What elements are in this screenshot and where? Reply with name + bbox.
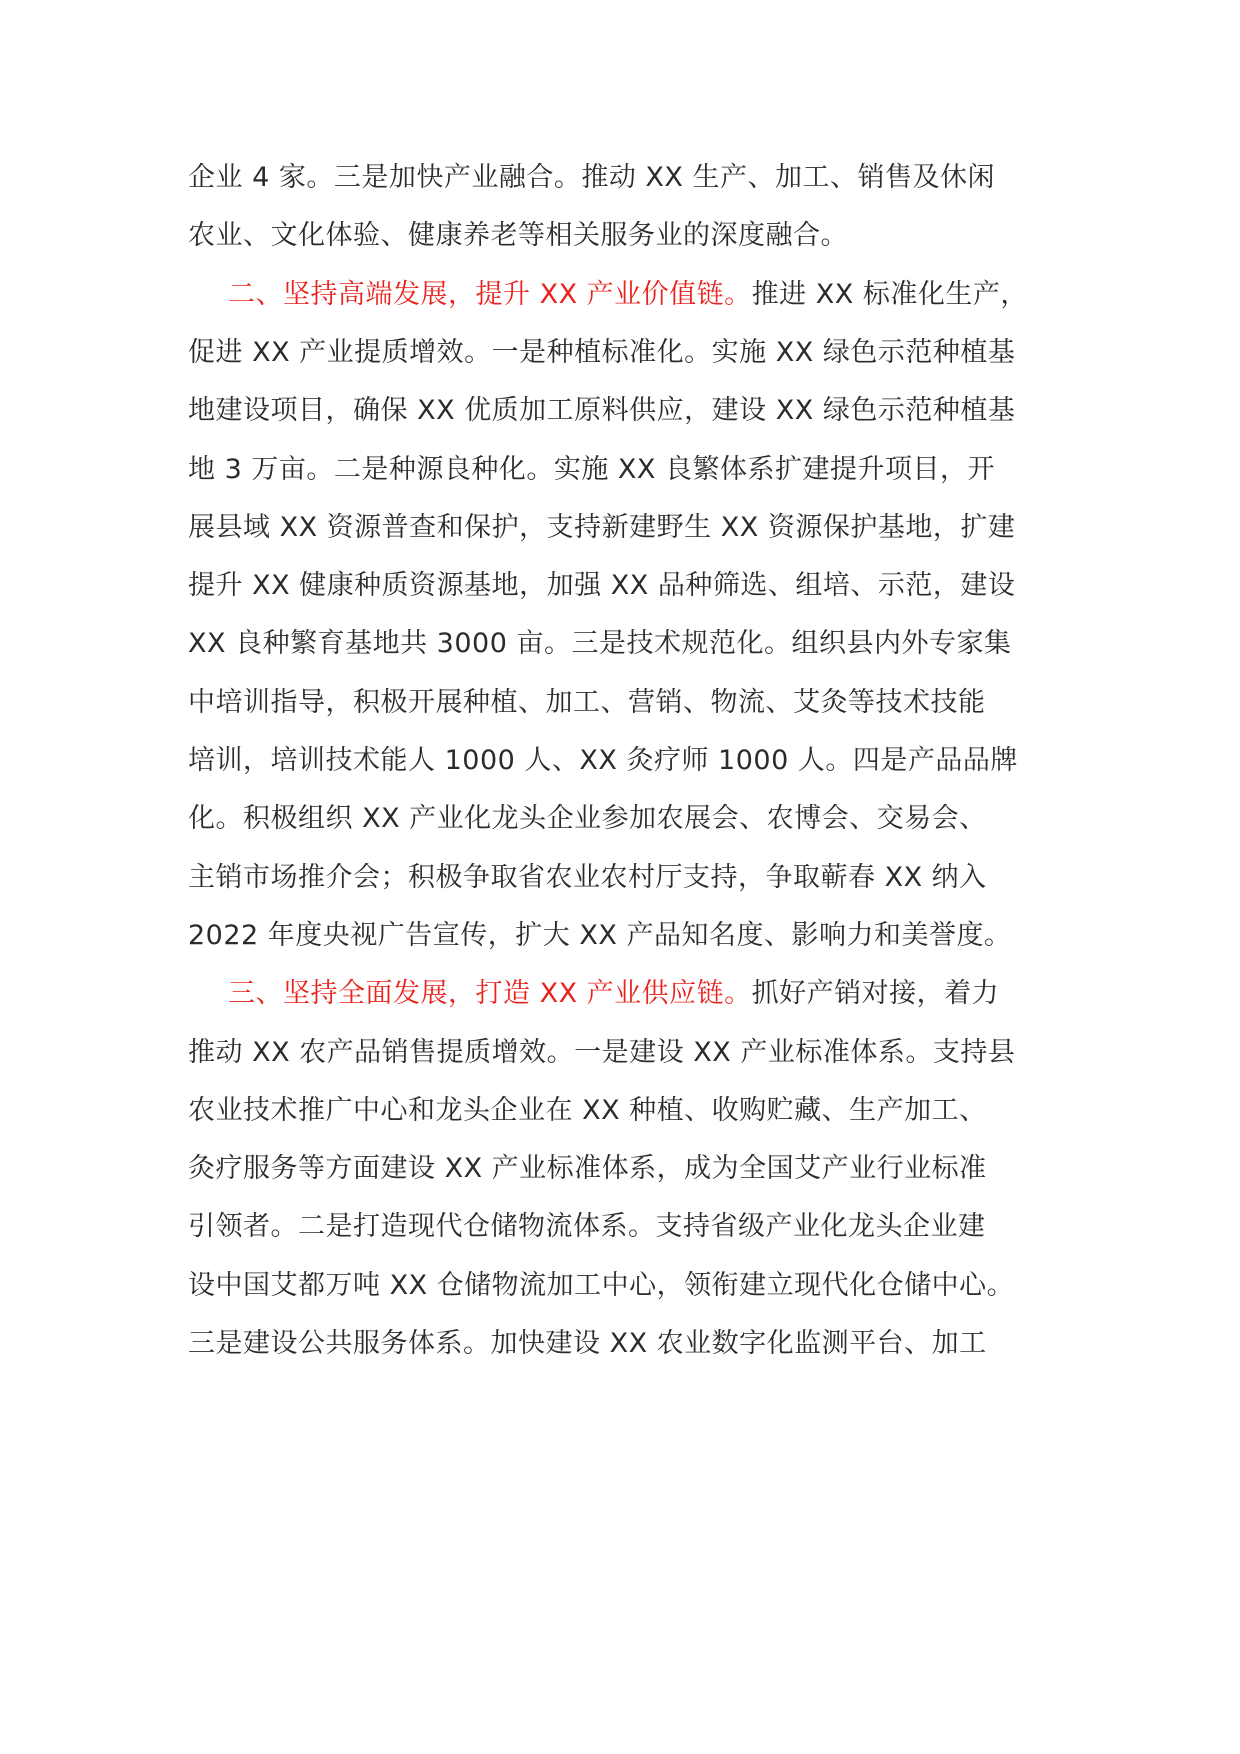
line-text: 农业技术推广中心和龙头企业在 XX 种植、收购贮藏、生产加工、: [188, 1095, 987, 1126]
text-line: [188, 799, 987, 839]
text-line: [188, 566, 1015, 606]
line-text: 地建设项目，确保 XX 优质加工原料供应，建设 XX 绿色示范种植基: [188, 395, 1016, 426]
text-line: [188, 1033, 1015, 1073]
line-text: 设中国艾都万吨 XX 仓储物流加工中心，领衔建立现代化仓储中心。: [188, 1270, 1015, 1301]
text-line: [188, 450, 995, 490]
line-text: 化。积极组织 XX 产业化龙头企业参加农展会、农博会、交易会、: [188, 803, 987, 834]
text-line: [228, 974, 999, 1014]
text-line: [188, 1324, 987, 1364]
line-text: 灸疗服务等方面建设 XX 产业标准体系，成为全国艾产业行业标准: [188, 1153, 987, 1184]
text-line: [188, 1266, 1014, 1306]
line-text: 主销市场推介会；积极争取省农业农村厅支持，争取蕲春 XX 纳入: [188, 862, 987, 893]
line-text: 展县域 XX 资源普查和保护，支持新建野生 XX 资源保护基地，扩建: [188, 512, 1016, 543]
text-line: [188, 858, 987, 898]
line-text: 中培训指导，积极开展种植、加工、营销、物流、艾灸等技术技能: [188, 687, 986, 718]
line-text: 三是建设公共服务体系。加快建设 XX 农业数字化监测平台、加工: [188, 1328, 987, 1359]
line-text: 提升 XX 健康种质资源基地，加强 XX 品种筛选、组培、示范，建设: [188, 570, 1016, 601]
line-text: XX 良种繁育基地共 3000 亩。三是技术规范化。组织县内外专家集: [188, 628, 1012, 659]
text-line: [188, 916, 1011, 956]
line-text: 企业 4 家。三是加快产业融合。推动 XX 生产、加工、销售及休闲: [188, 162, 996, 193]
text-line: [188, 508, 1015, 548]
line-text: 引领者。二是打造现代仓储物流体系。支持省级产业化龙头企业建: [188, 1211, 986, 1242]
line-text: 农业、文化体验、健康养老等相关服务业的深度融合。: [188, 220, 848, 251]
text-line: [188, 683, 986, 723]
line-text: 2022 年度央视广告宣传，扩大 XX 产品知名度、影响力和美誉度。: [188, 920, 1012, 951]
line-text: 推进 XX 标准化生产，: [751, 279, 1028, 310]
line-text: 地 3 万亩。二是种源良种化。实施 XX 良繁体系扩建提升项目，开: [188, 454, 996, 485]
text-line: [188, 216, 848, 256]
text-line: [188, 1149, 987, 1189]
text-line: [188, 333, 1015, 373]
line-text: 抓好产销对接，着力: [751, 978, 1000, 1009]
text-line: [228, 275, 1028, 315]
text-line: [188, 391, 1015, 431]
line-text: 促进 XX 产业提质增效。一是种植标准化。实施 XX 绿色示范种植基: [188, 337, 1016, 368]
text-line: [188, 624, 1011, 664]
text-line: [188, 1091, 987, 1131]
text-line: [188, 741, 1018, 781]
line-text: 培训，培训技术能人 1000 人、XX 灸疗师 1000 人。四是产品品牌: [188, 745, 1018, 776]
section-heading: 三、坚持全面发展，打造 XX 产业供应链。: [228, 978, 752, 1009]
text-line: [188, 158, 995, 198]
text-line: [188, 1207, 986, 1247]
section-heading: 二、坚持高端发展，提升 XX 产业价值链。: [228, 279, 752, 310]
line-text: 推动 XX 农产品销售提质增效。一是建设 XX 产业标准体系。支持县: [188, 1037, 1016, 1068]
